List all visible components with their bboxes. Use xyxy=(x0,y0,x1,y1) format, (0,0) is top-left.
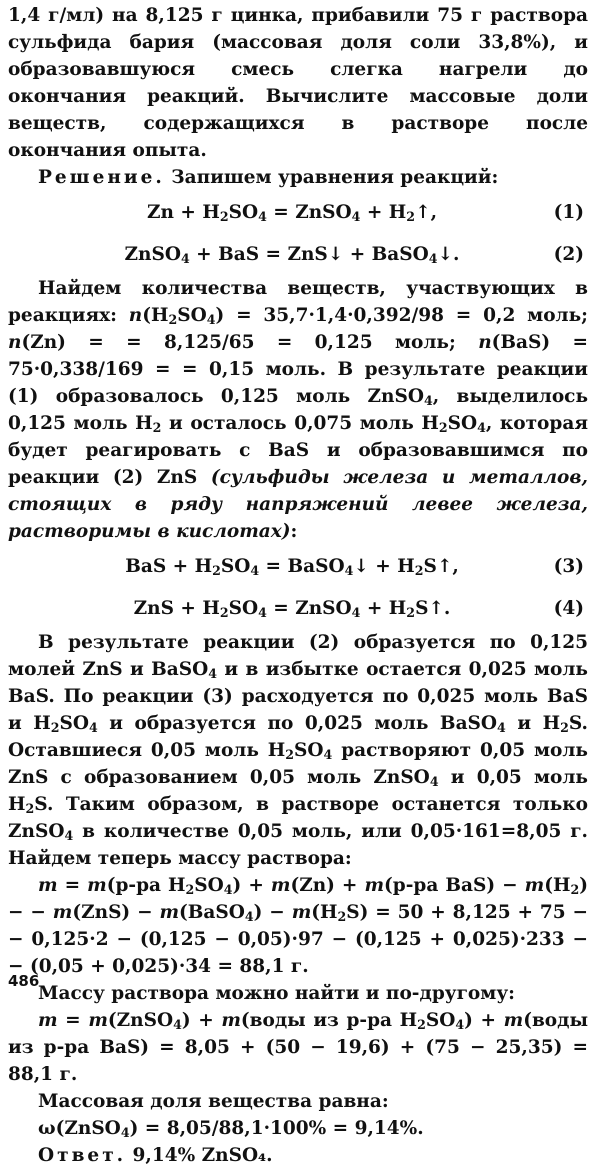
equation-3-formula: BaS + $H_2SO_4$ = BaSO$_4$↓ + $H_2S↑$, xyxy=(125,555,459,578)
equation-2-formula: ZnSO$_4$ + BaS = ZnS↓ + BaSO$_4$↓. xyxy=(124,243,460,266)
answer-text: 9,14% ZnSO₄. xyxy=(126,1145,273,1166)
problem-text xyxy=(8,2,588,164)
solution-intro-text: Запишем уравнения реакций: xyxy=(164,167,499,188)
problem-statement: 1,4 г/мл) на 8,125 г цинка, прибавили 75 г раствора сульфида бария (массовая доля соли 33,8%), и образовавшуюся смесь слегка нагрели до окончания реакций. Вычислите массовые доли веществ, содержащихся в растворе после окончания опыта. xyxy=(8,5,588,161)
page-number: 486 xyxy=(8,972,40,990)
answer-heading: Ответ. xyxy=(38,1145,127,1166)
equation-1-formula: $Zn + H_2SO_4$ = ZnSO$_4$ + $H_2↑$, xyxy=(146,201,438,224)
equation-1-number: (1) xyxy=(553,201,584,223)
equation-3 xyxy=(8,545,588,587)
mass-fraction-calculation: ω(ZnSO$_4$) = 8,05/88,1·100% = 9,14%. xyxy=(38,1118,424,1141)
paragraph-quantities: Найдем количества веществ, участвующих в реакциях: $n(H_2SO_4) = 35,7\cdot 1,4\cdot 0,392/98 = 0,2$ моль; n(Zn) = = 8,125/65 = 0,125 моль; n(BaS) = 75·0,338/169 = = 0,15 моль. В результате реакции (1) образовалось 0,125 моль ZnSO$_4$, выделилось 0,125 моль $H_2$ и осталось 0,075 моль $H_2SO_4$, которая будет реагировать с BaS и образовавшимся по реакции (2) ZnS (сульфиды железа и металлов, стоящих в ряду напряжений левее железа, растворимы в кислотах): xyxy=(8,278,588,542)
mass-calculation-1: m = m(р-ра $H_2SO_4) + m(Zn) + m(р-ра$ $BaS) - m(H_2)$ − − m(ZnS) − m(BaSO$_4$) − $m(H_2S) = 50 + 8,125 + 75$ − − 0,125·2 − (0,125 − 0,05)·97 − (0,125 + 0,025)·233 − − (0,05 + 0,025)·34 = 88,1 г. xyxy=(8,875,589,977)
equation-2-number: (2) xyxy=(553,243,584,265)
equation-4 xyxy=(8,587,588,629)
paragraph-results: В результате реакции (2) образуется по 0,125 молей ZnS и BaSO$_4$ и в избытке остается 0,025 моль BaS. По реакции (3) расходуется по 0,025 моль BaS и $H_2SO_4$ и образуется по 0,025 моль BaSO$_4$ и $H_2S$. Оставшиеся 0,05 моль $H_2SO_4$ растворяют 0,05 моль ZnS с образованием 0,05 моль ZnSO$_4$ и 0,05 моль $H_2S$. Таким образом, в растворе останется только ZnSO$_4$ в количестве 0,05 моль, или 0,05·161=8,05 г. Найдем теперь массу раствора: xyxy=(8,632,588,869)
mass-calculation-2: m = m(ZnSO$_4$) + m(воды из р-ра $H_2SO_4$) + m(воды из р-ра BaS) = 8,05 + (50 − 19,6) + (75 − 25,35) = 88,1 г. xyxy=(8,1010,589,1085)
equation-4-formula: ZnS + $H_2SO_4$ = ZnSO$_4$ + $H_2S↑$. xyxy=(133,597,451,620)
solution-intro xyxy=(8,164,588,191)
equation-4-number: (4) xyxy=(553,597,584,619)
answer xyxy=(8,1142,588,1169)
alternative-intro: Массу раствора можно найти и по-другому: xyxy=(38,983,516,1004)
equation-3-number: (3) xyxy=(553,555,584,577)
equation-2 xyxy=(8,233,588,275)
equation-1 xyxy=(8,191,588,233)
mass-fraction-intro: Массовая доля вещества равна: xyxy=(38,1091,389,1112)
solution-heading: Решение. xyxy=(38,167,165,188)
